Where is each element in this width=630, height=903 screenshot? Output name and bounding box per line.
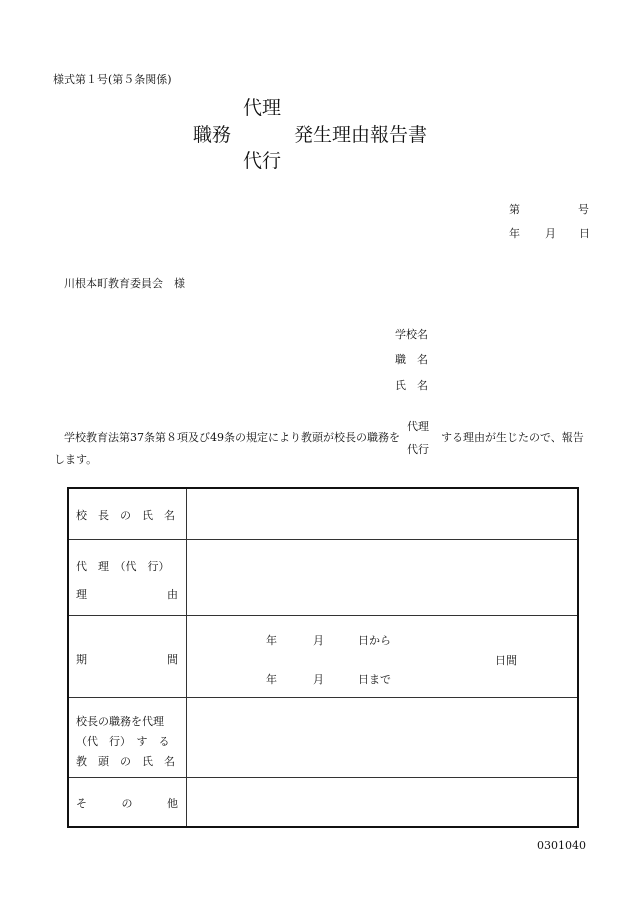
period-to-month: 月 <box>313 673 324 686</box>
body-text-line2: します。 <box>54 453 98 466</box>
date-day: 日 <box>579 227 590 240</box>
body-option-bottom: 代行 <box>407 443 429 456</box>
period-label <box>76 651 178 667</box>
principal-name-label: 校 長 の 氏 名 <box>76 509 175 522</box>
period-to-year: 年 <box>266 673 277 686</box>
table-row-divider <box>69 697 577 698</box>
period-from-month: 月 <box>313 634 324 647</box>
title-option-bottom: 代行 <box>243 150 282 172</box>
recipient: 川根本町教育委員会 様 <box>64 277 185 290</box>
table-row-divider <box>69 539 577 540</box>
body-text-start: 学校教育法第37条第８項及び49条の規定により教頭が校長の職務を <box>64 431 400 444</box>
other-label <box>76 795 178 811</box>
table-row-divider <box>69 615 577 616</box>
vice-principal-label-c: 教 頭 の 氏 名 <box>76 755 175 768</box>
period-label-1: 期 <box>76 653 87 666</box>
period-from-day: 日から <box>358 634 391 647</box>
other-label-1: そ <box>76 797 87 810</box>
reason-label-b-1: 理 <box>76 588 87 601</box>
table-row-divider <box>69 777 577 778</box>
vice-principal-label-b: （代 行） す る <box>76 735 170 748</box>
reason-label-b-2: 由 <box>167 588 178 601</box>
footer-code: 0301040 <box>537 839 586 852</box>
title-option-top: 代理 <box>243 97 282 119</box>
date-year: 年 <box>509 227 520 240</box>
body-text-end: する理由が生じたので、報告 <box>441 431 584 444</box>
period-to-day: 日まで <box>358 673 391 686</box>
other-label-3: 他 <box>167 797 178 810</box>
school-name-label: 学校名 <box>395 328 428 341</box>
vice-principal-label-a: 校長の職務を代理 <box>76 715 164 728</box>
doc-number-prefix: 第 <box>509 203 520 216</box>
name-label: 氏 名 <box>395 379 428 392</box>
period-from-year: 年 <box>266 634 277 647</box>
body-option-top: 代理 <box>407 420 429 433</box>
period-label-2: 間 <box>167 653 178 666</box>
doc-number-suffix: 号 <box>578 203 589 216</box>
form-number: 様式第１号(第５条関係) <box>53 73 172 86</box>
other-label-2: の <box>121 797 133 810</box>
reason-label-a: 代 理 （代 行） <box>76 560 170 573</box>
title-left: 職務 <box>193 124 232 146</box>
report-table <box>67 487 579 828</box>
period-days: 日間 <box>495 654 517 667</box>
date-month: 月 <box>545 227 556 240</box>
reason-label-b <box>76 586 178 602</box>
position-label: 職 名 <box>395 353 428 366</box>
title-right: 発生理由報告書 <box>294 124 428 146</box>
